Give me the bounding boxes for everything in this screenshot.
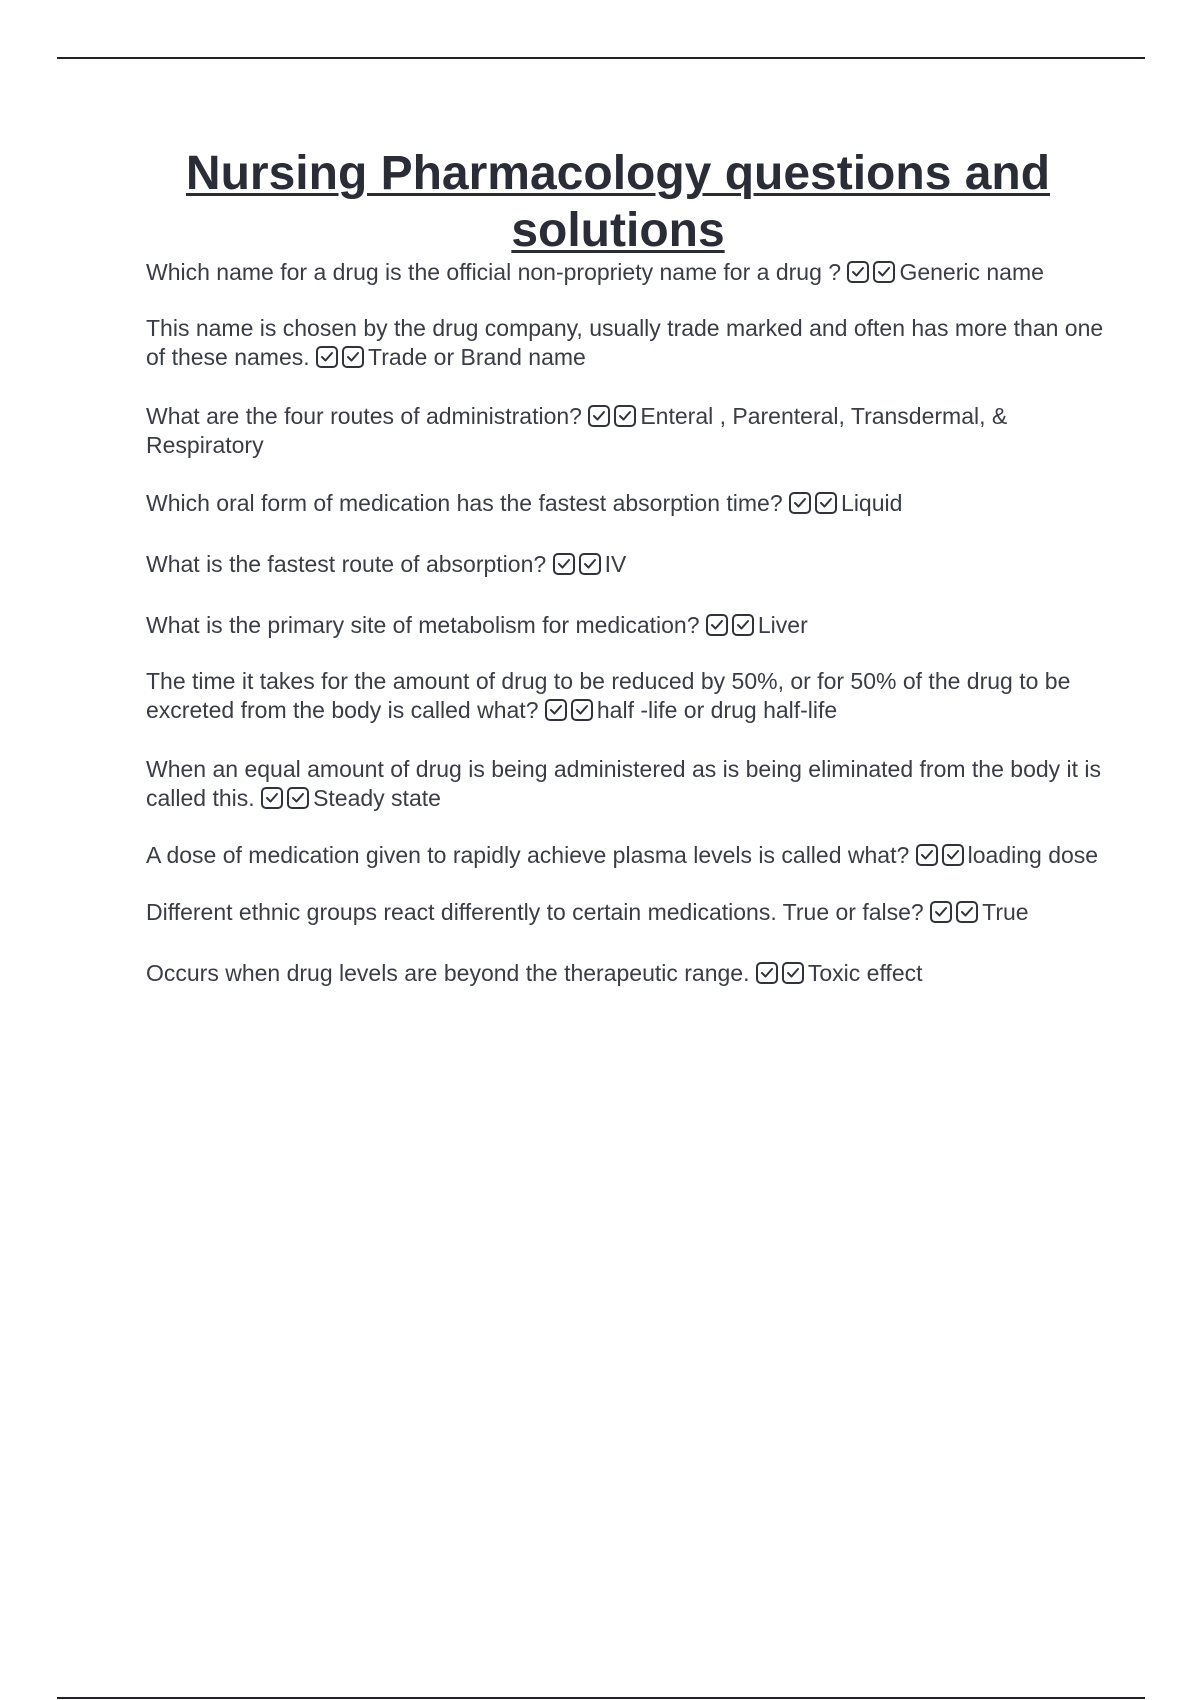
checked-box-icon: [873, 261, 895, 283]
checked-box-icon: [316, 346, 338, 368]
question-text: Which name for a drug is the official non-propriety name for a drug ?: [146, 259, 842, 285]
bottom-rule: [57, 1697, 1145, 1699]
question-text: Which oral form of medication has the fastest absorption time?: [146, 490, 783, 516]
checked-box-icon: [756, 962, 778, 984]
qa-item: [146, 489, 1106, 518]
qa-item: [146, 550, 1106, 579]
checked-box-icon: [916, 844, 938, 866]
question-text: Different ethnic groups react differently to certain medications. True or false?: [146, 899, 924, 925]
checked-box-icon: [789, 492, 811, 514]
answer-text: Liver: [757, 612, 808, 638]
checked-box-icon: [553, 553, 575, 575]
checked-box-icon: [261, 787, 283, 809]
checked-box-icon: [782, 962, 804, 984]
qa-item: [146, 841, 1106, 870]
answer-text: Liquid: [841, 490, 903, 516]
checked-box-icon: [847, 261, 869, 283]
checked-box-icon: [571, 699, 593, 721]
question-text: This name is chosen by the drug company, usually trade marked and often has more than one of these names.: [146, 315, 1104, 370]
question-text: Occurs when drug levels are beyond the therapeutic range.: [146, 960, 750, 986]
answer-text: loading dose: [967, 842, 1099, 868]
answer-text: half -life or drug half-life: [596, 697, 838, 723]
question-text: What is the primary site of metabolism for medication?: [146, 612, 700, 638]
qa-item: [146, 755, 1106, 813]
checked-box-icon: [942, 844, 964, 866]
page-title: Nursing Pharmacology questions and solutions: [185, 147, 1051, 257]
question-text: The time it takes for the amount of drug to be reduced by 50%, or for 50% of the drug to be excreted from the body is called what?: [146, 668, 1071, 723]
answer-text: True: [982, 899, 1029, 925]
qa-list: [146, 258, 1106, 988]
qa-item: [146, 959, 1106, 988]
qa-item: [146, 611, 1106, 640]
qa-item: [146, 402, 1106, 460]
checked-box-icon: [956, 901, 978, 923]
answer-text: Toxic effect: [807, 960, 923, 986]
checked-box-icon: [287, 787, 309, 809]
checked-box-icon: [545, 699, 567, 721]
qa-item: [146, 667, 1106, 725]
question-text: A dose of medication given to rapidly achieve plasma levels is called what?: [146, 842, 910, 868]
top-rule: [57, 57, 1145, 59]
answer-text: IV: [604, 551, 627, 577]
checked-box-icon: [815, 492, 837, 514]
checked-box-icon: [579, 553, 601, 575]
checked-box-icon: [342, 346, 364, 368]
checked-box-icon: [614, 405, 636, 427]
qa-item: [146, 258, 1106, 287]
question-text: What is the fastest route of absorption?: [146, 551, 547, 577]
checked-box-icon: [732, 614, 754, 636]
qa-item: [146, 314, 1106, 372]
answer-text: Generic name: [899, 259, 1044, 285]
checked-box-icon: [588, 405, 610, 427]
question-text: When an equal amount of drug is being administered as is being eliminated from the body it is called this.: [146, 756, 1102, 811]
answer-text: Enteral , Parenteral, Transdermal, & Respiratory: [146, 403, 1008, 458]
answer-text: Trade or Brand name: [368, 344, 586, 370]
checked-box-icon: [930, 901, 952, 923]
answer-text: Steady state: [313, 785, 441, 811]
checked-box-icon: [706, 614, 728, 636]
qa-item: [146, 898, 1106, 927]
question-text: What are the four routes of administration?: [146, 403, 582, 429]
